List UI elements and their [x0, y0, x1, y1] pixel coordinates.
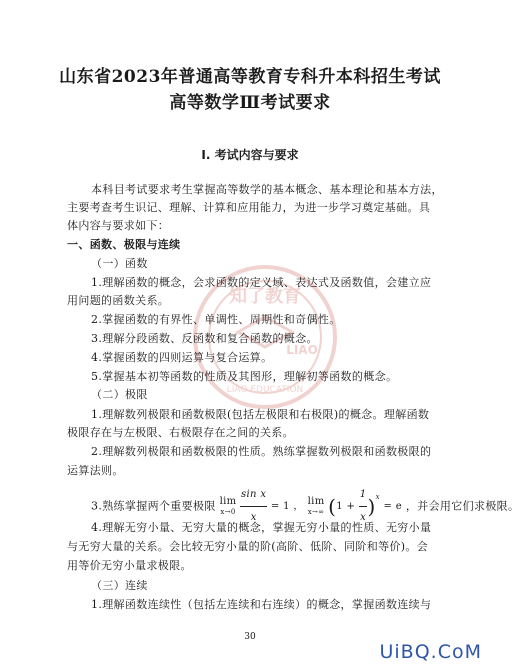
site-brand-logo: UiBQ.CoM: [379, 641, 482, 663]
fraction-denominator: x: [360, 512, 367, 523]
lim-symbol: lim: [219, 495, 237, 507]
sub1-item: 3.理解分段函数、反函数和复合函数的概念。: [91, 332, 318, 345]
sub1-heading: （一）函数: [91, 257, 148, 270]
sub2-item: 运算法则。: [67, 464, 124, 477]
sub1-item: 用问题的函数关系。: [67, 294, 170, 307]
intro-line-3: 体内容与要求如下：: [67, 219, 170, 232]
sub2-heading: （二）极限: [91, 388, 148, 401]
sub1-item: 4.掌握函数的四则运算与复合运算。: [91, 351, 273, 364]
document-subtitle: 高等数学Ⅲ考试要求: [169, 93, 331, 113]
fraction-numerator: 1: [359, 484, 368, 507]
one-plus: 1 +: [336, 501, 356, 512]
lim-subscript: x→∞: [307, 507, 325, 516]
sub1-item: 5.掌握基本初等函数的性质及其图形，理解初等函数的概念。: [91, 370, 398, 383]
intro-line-2: 主要考查考生识记、理解、计算和应用能力，为进一步学习奠定基础。具: [67, 201, 431, 214]
fraction-denominator: x: [250, 512, 257, 523]
watermark-text-top: 知了教育: [229, 286, 301, 307]
exponent: x: [375, 493, 380, 501]
equals-e: = e: [383, 501, 403, 512]
section-heading: Ⅰ. 考试内容与要求: [201, 148, 299, 162]
sub2-item: 4.理解无穷小量、无穷大量的概念，掌握无穷小量的性质、无穷小量: [91, 521, 432, 534]
intro-line-1: 本科目考试要求考生掌握高等数学的基本概念、基本理论和基本方法，: [91, 183, 443, 196]
watermark-text-right: LIAO: [286, 343, 318, 357]
equals-one: = 1 ，: [270, 501, 304, 512]
document-title: 山东省2023年普通高等教育专科升本科招生考试: [59, 67, 441, 87]
sub1-item: 1.理解函数的概念，会求函数的定义域、表达式及函数值，会建立应: [91, 276, 432, 289]
item3-suffix: ，并会用它们求极限。: [405, 499, 519, 513]
watermark-text-bottom: LIAO EDUCATION: [226, 385, 304, 395]
item3-prefix: 3.熟练掌握两个重要极限: [91, 499, 216, 513]
sub2-item: 用等价无穷小量求极限。: [67, 559, 192, 572]
sub3-item: 1.理解函数连续性（包括左连续和右连续）的概念，掌握函数连续与: [91, 598, 432, 611]
sub2-item: 2.理解数列极限和函数极限的性质。熟练掌握数列极限和函数极限的: [91, 445, 432, 458]
sub3-heading: （三）连续: [91, 579, 148, 592]
limit-formula-2: lim x→∞ (1 + $\frac{1}{x}$ )$^x$ = e: [308, 484, 402, 529]
part1-heading: 一、函数、极限与连续: [67, 238, 181, 251]
sub1-item: 2.掌握函数的有界性、单调性、周期性和奇偶性。: [91, 313, 341, 326]
sub2-item: 与无穷大量的关系。会比较无穷小量的阶(高阶、低阶、同阶和等价)。会: [67, 540, 429, 553]
fraction-numerator: sin x: [240, 484, 267, 507]
lim-subscript: x→0: [220, 507, 236, 516]
sub2-item: 1.理解数列极限和函数极限(包括左极限和右极限)的概念。理解函数: [91, 408, 430, 421]
sub2-item: 极限存在与左极限、右极限存在之间的关系。: [67, 426, 294, 439]
lim-symbol: lim: [307, 495, 325, 507]
page-number: 30: [244, 632, 256, 642]
